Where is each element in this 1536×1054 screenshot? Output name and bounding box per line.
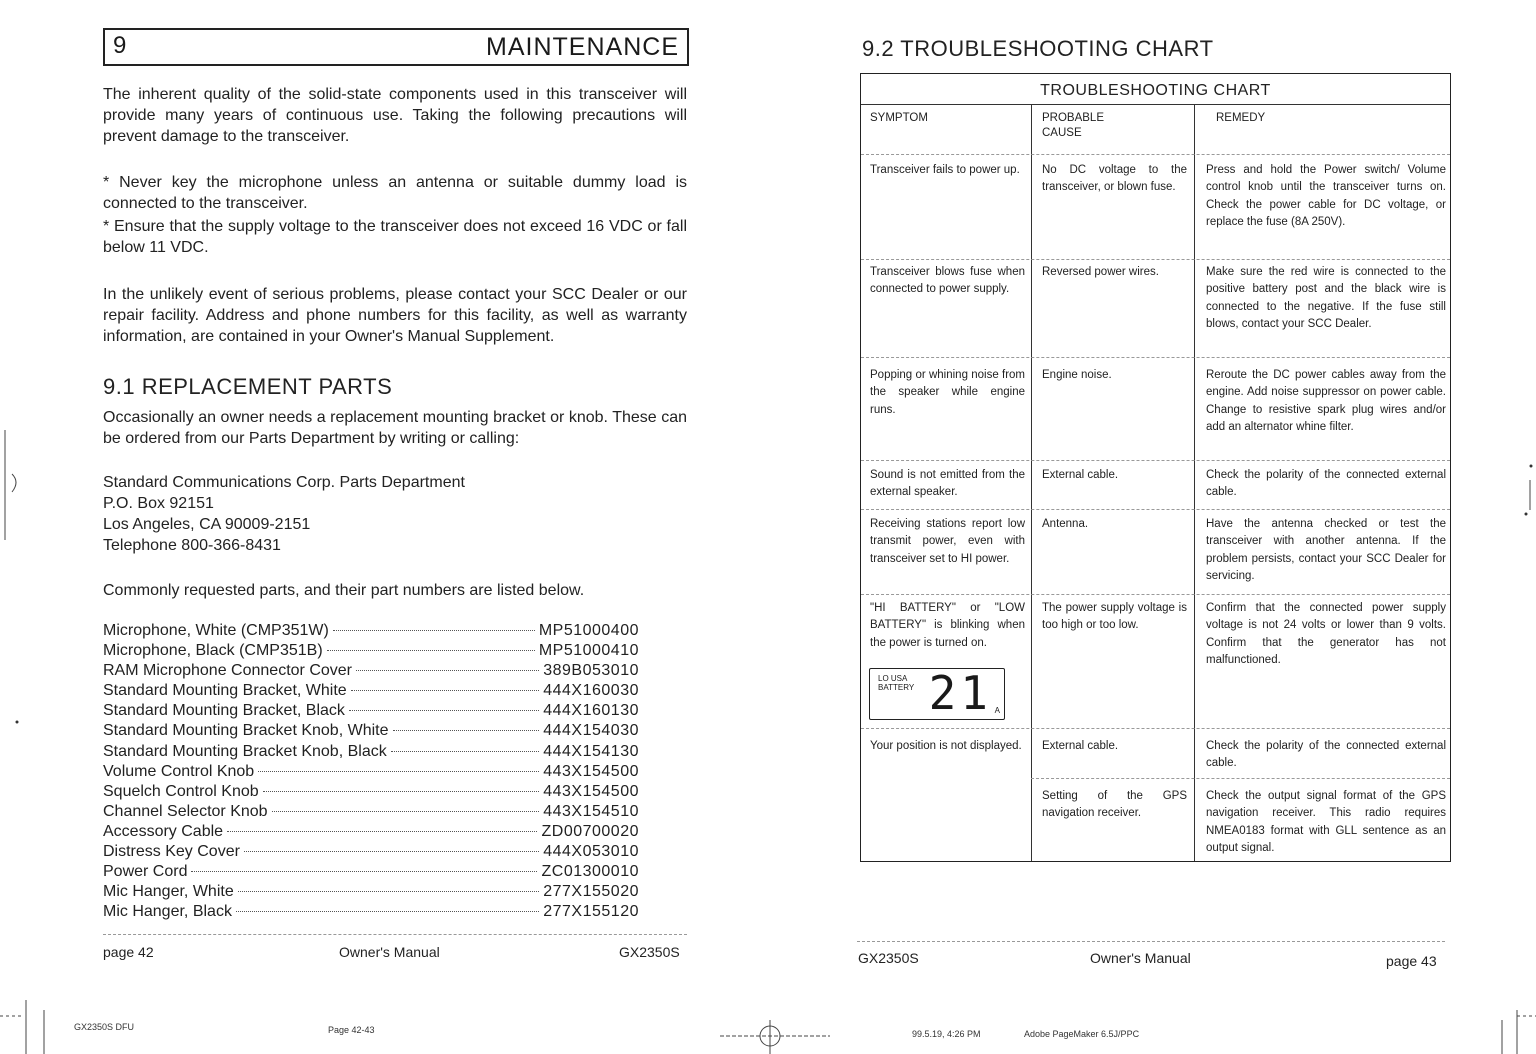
part-name: Standard Mounting Bracket, White <box>103 682 347 700</box>
remedy-cell: Reroute the DC power cables away from the engine. Add noise suppressor on power cable. Change to resistive spark plug wires and/or add an alternator whine filter. <box>1206 369 1446 433</box>
part-name: Microphone, Black (CMP351B) <box>103 642 323 660</box>
cause-cell: Setting of the GPS navigation receiver. <box>1042 790 1187 820</box>
registration-mark <box>12 474 16 492</box>
part-name: Standard Mounting Bracket, Black <box>103 702 345 720</box>
part-number: MP51000400 <box>538 622 639 639</box>
print-page-range: Page 42-43 <box>328 1025 375 1035</box>
footer-model: GX2350S <box>858 950 919 966</box>
footer-manual-title: Owner's Manual <box>339 944 440 960</box>
part-number: 389B053010 <box>543 662 639 680</box>
symptom-cell: Popping or whining noise from the speaker while engine runs. <box>870 369 1025 416</box>
dust-dot <box>1525 513 1528 516</box>
part-number: 444X154030 <box>543 722 639 740</box>
cause-cell: Reversed power wires. <box>1042 266 1159 278</box>
part-name: Distress Key Cover <box>103 843 240 861</box>
part-name: Mic Hanger, Black <box>103 903 232 921</box>
part-name: Channel Selector Knob <box>103 802 268 820</box>
lcd-channel-digits: 21 <box>928 666 992 720</box>
footer-page-number: page 43 <box>1386 953 1437 969</box>
parts-intro: Commonly requested parts, and their part numbers are listed below. <box>103 582 585 599</box>
cause-cell: The power supply voltage is too high or too low. <box>1042 602 1187 632</box>
dealer-paragraph: In the unlikely event of serious problems, please contact your SCC Dealer or our repair facility. Address and phone numbers for this facility, as well as warranty information, are contained in your Owner's Manual Supplement. <box>103 286 687 345</box>
footer-manual-title: Owner's Manual <box>1090 950 1191 966</box>
part-number: 444X160130 <box>543 702 639 720</box>
symptom-cell: Transceiver blows fuse when connected to power supply. <box>870 266 1025 296</box>
part-number: ZC01300010 <box>541 863 639 881</box>
address-line: Los Angeles, CA 90009-2151 <box>103 516 311 533</box>
cause-cell: No DC voltage to the transceiver, or blown fuse. <box>1042 164 1187 194</box>
part-name: Squelch Control Knob <box>103 782 259 800</box>
table-title: TROUBLESHOOTING CHART <box>1040 82 1271 99</box>
symptom-cell: "HI BATTERY" or "LOW BATTERY" is blinking when the power is turned on. <box>870 602 1025 649</box>
print-timestamp: 99.5.19, 4:26 PM <box>912 1029 981 1039</box>
part-number: 444X053010 <box>543 843 639 861</box>
chapter-number: 9 <box>113 32 127 59</box>
part-name: Microphone, White (CMP351W) <box>103 622 329 639</box>
cause-cell: Antenna. <box>1042 518 1089 530</box>
address-line: P.O. Box 92151 <box>103 495 214 512</box>
precaution-2: * Ensure that the supply voltage to the transceiver does not exceed 16 VDC or fall below 11 VDC. <box>103 218 687 256</box>
header-symptom: SYMPTOM <box>870 112 928 124</box>
part-name: RAM Microphone Connector Cover <box>103 662 352 680</box>
footer-model: GX2350S <box>619 944 680 960</box>
part-number: 443X154500 <box>543 762 639 780</box>
part-number: 444X160030 <box>543 682 639 700</box>
print-file-name: GX2350S DFU <box>74 1022 135 1032</box>
part-name: Mic Hanger, White <box>103 883 234 901</box>
remedy-cell: Have the antenna checked or test the transceiver with another antenna. If the problem persists, contact your SCC Dealer for servicing. <box>1206 518 1446 582</box>
symptom-cell: Receiving stations report low transmit power, even with transceiver set to HI power. <box>870 518 1025 565</box>
part-number: 277X155120 <box>543 903 639 921</box>
part-number: ZD00700020 <box>541 822 639 840</box>
section-heading-troubleshooting: 9.2 TROUBLESHOOTING CHART <box>862 36 1214 61</box>
address-line: Standard Communications Corp. Parts Department <box>103 474 465 491</box>
intro-paragraph: The inherent quality of the solid-state components used in this transceiver will provide many years of continuous use. Taking the following precautions will prevent damage to the transceiver. <box>103 86 687 145</box>
part-name: Accessory Cable <box>103 822 224 840</box>
part-number: 444X154130 <box>543 742 639 760</box>
lcd-label-line: BATTERY <box>878 683 915 692</box>
symptom-cell: Your position is not displayed. <box>870 740 1022 752</box>
symptom-cell: Transceiver fails to power up. <box>870 164 1020 176</box>
cause-cell: External cable. <box>1042 740 1119 752</box>
cause-cell: External cable. <box>1042 469 1119 481</box>
remedy-cell: Confirm that the connected power supply voltage is not 24 volts or lower than 9 volts. Confirm that the generator has not malfunctioned. <box>1206 602 1446 666</box>
chapter-title: MAINTENANCE <box>486 33 679 61</box>
dust-dot <box>16 721 19 724</box>
part-name: Standard Mounting Bracket Knob, White <box>103 722 389 740</box>
remedy-cell: Check the polarity of the connected external cable. <box>1206 740 1446 770</box>
remedy-cell: Make sure the red wire is connected to the positive battery post and the black wire is connected to the negative. If the fuse still blows, contact your SCC Dealer. <box>1206 266 1446 330</box>
header-remedy: REMEDY <box>1216 112 1266 124</box>
part-name: Volume Control Knob <box>103 762 255 780</box>
remedy-cell: Check the output signal format of the GPS navigation receiver. This radio requires NMEA0183 format with GLL sentence as an output signal. <box>1206 790 1446 854</box>
part-name: Power Cord <box>103 863 188 881</box>
section-intro: Occasionally an owner needs a replacement mounting bracket or knob. These can be ordered from our Parts Department by writing or calling: <box>103 409 687 447</box>
address-line: Telephone 800-366-8431 <box>103 537 281 554</box>
footer-page-number: page 42 <box>103 944 154 960</box>
part-name: Standard Mounting Bracket Knob, Black <box>103 742 387 760</box>
remedy-cell: Check the polarity of the connected external cable. <box>1206 469 1446 499</box>
part-number: 443X154500 <box>543 782 639 800</box>
part-number: MP51000410 <box>538 642 639 660</box>
header-probable-cause: PROBABLE CAUSE <box>1042 112 1104 139</box>
dust-dot <box>1530 465 1533 468</box>
part-number: 277X155020 <box>543 883 639 901</box>
remedy-cell: Press and hold the Power switch/ Volume control knob until the transceiver turns on. Check the power cable for DC voltage, or replace the fuse (8A 250V). <box>1206 164 1446 228</box>
precaution-1: * Never key the microphone unless an antenna or suitable dummy load is connected to the transceiver. <box>103 174 687 212</box>
part-number: 443X154510 <box>543 802 639 820</box>
symptom-cell: Sound is not emitted from the external speaker. <box>870 469 1025 499</box>
print-software: Adobe PageMaker 6.5J/PPC <box>1024 1029 1140 1039</box>
cause-cell: Engine noise. <box>1042 369 1112 381</box>
section-heading-replacement-parts: 9.1 REPLACEMENT PARTS <box>103 374 393 399</box>
lcd-indicator: A <box>994 706 1000 715</box>
lcd-label-line: LO USA <box>878 674 908 683</box>
